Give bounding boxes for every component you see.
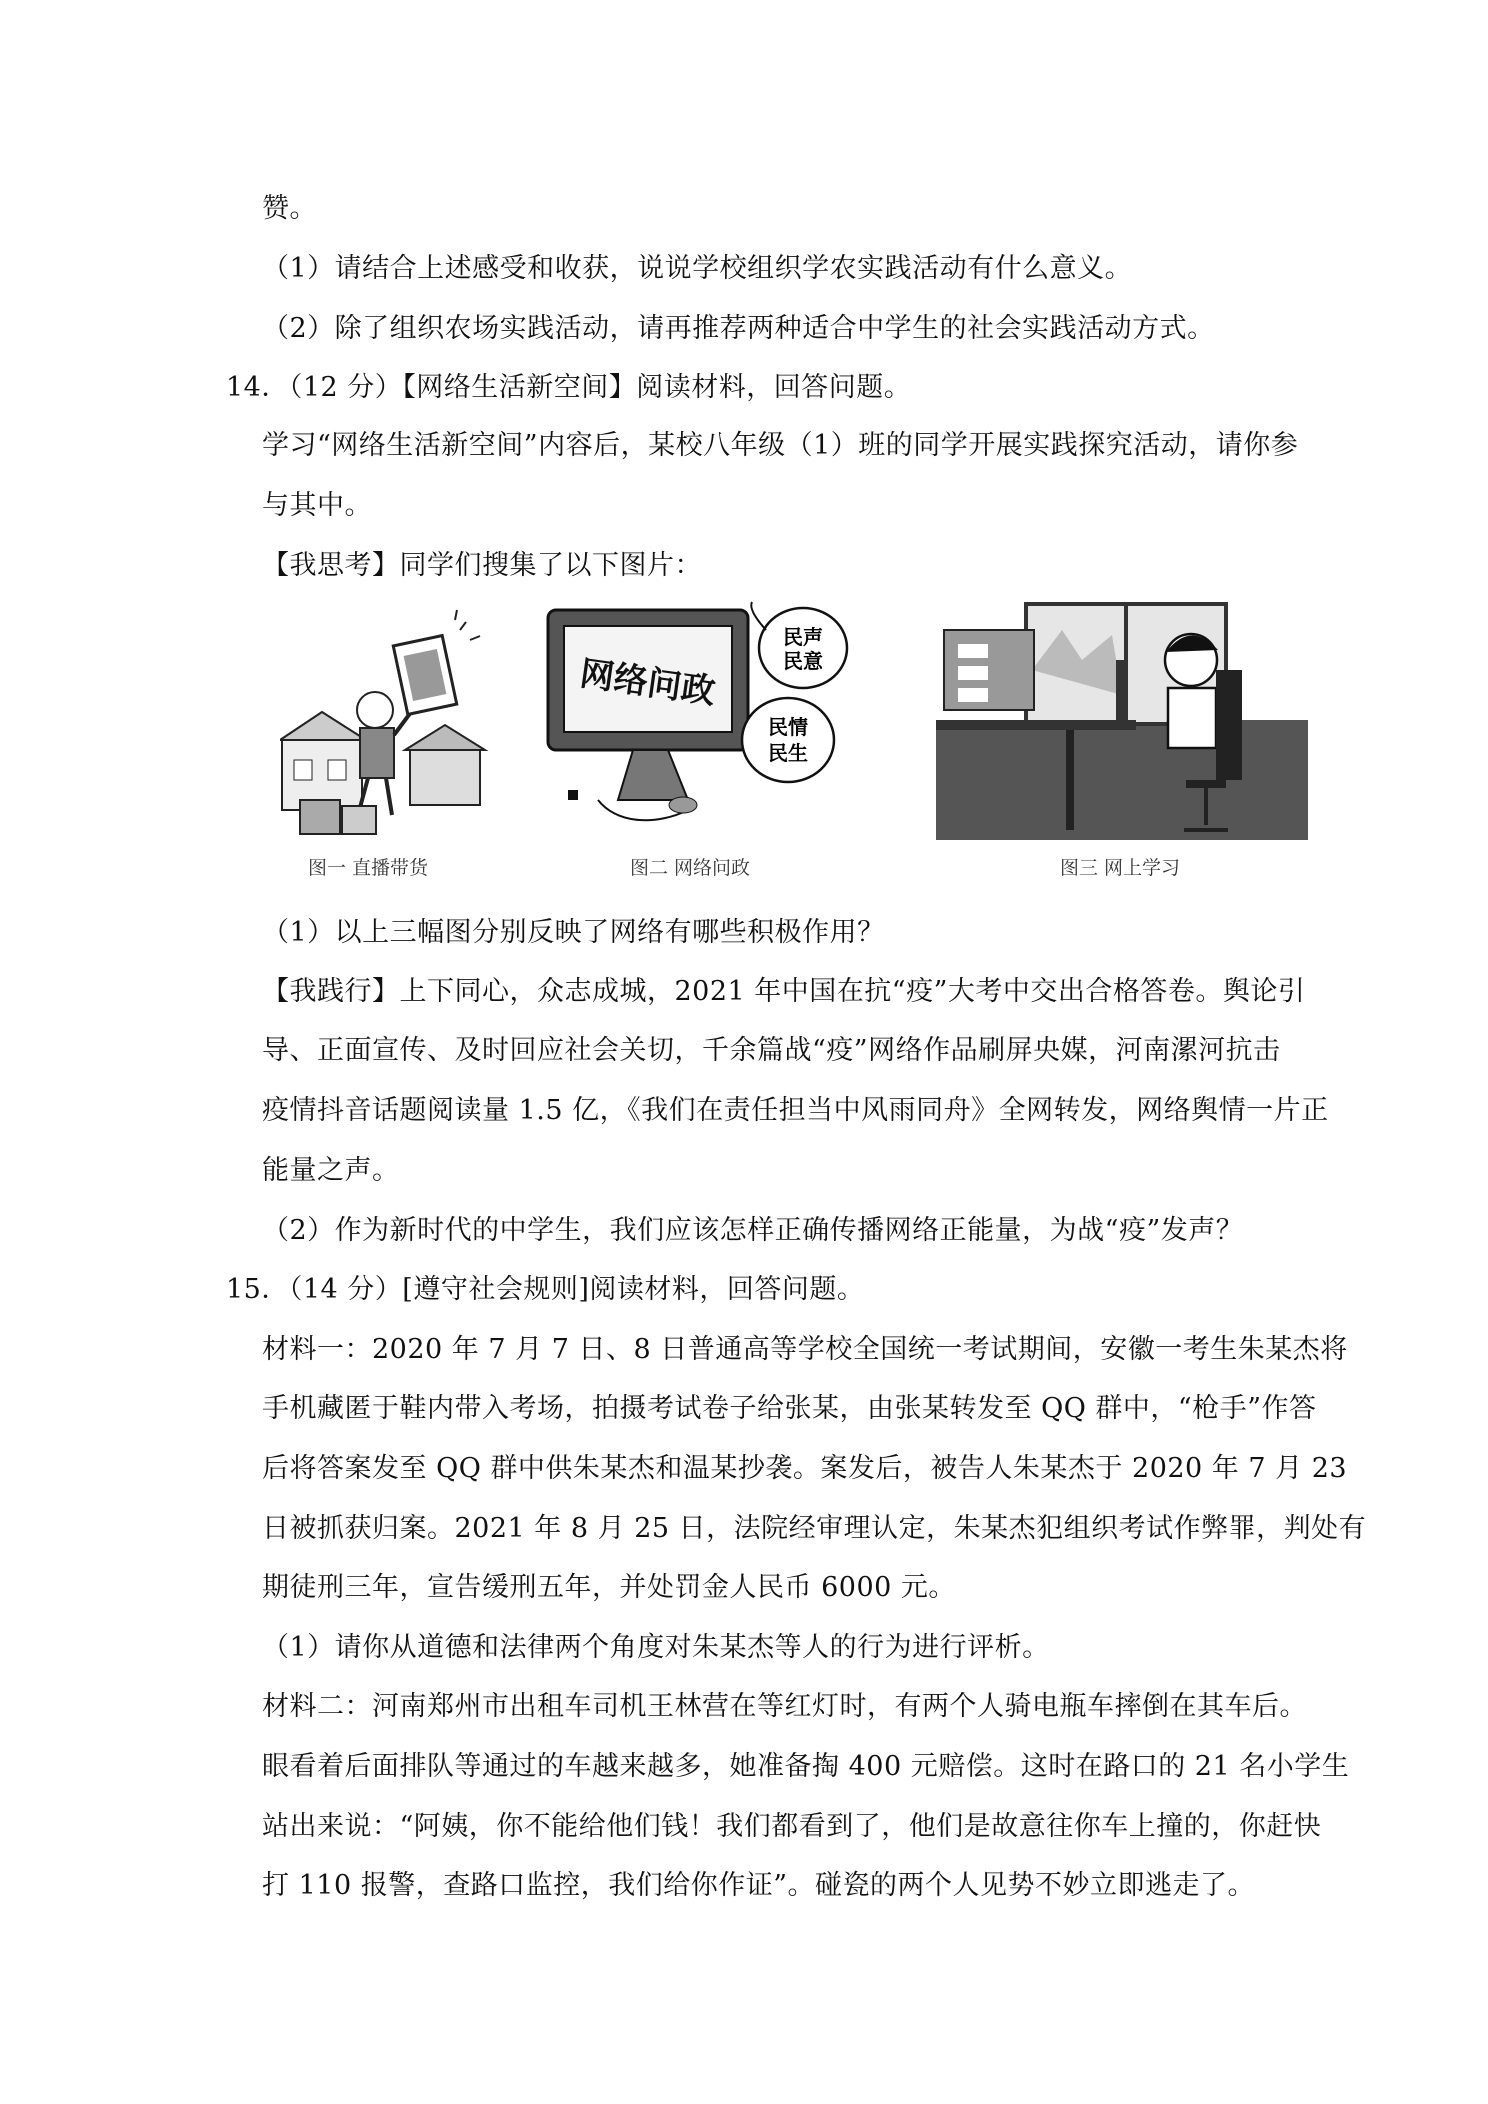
bubble1-line1: 民声	[783, 625, 823, 649]
text-line: 与其中。	[262, 490, 372, 521]
text-line: 手机藏匿于鞋内带入考场，拍摄考试卷子给张某，由张某转发至 QQ 群中，“枪手”作答	[262, 1393, 1317, 1424]
text-line: 赞。	[262, 193, 317, 224]
text-line: 日被抓获归案。2021 年 8 月 25 日，法院经审理认定，朱某杰犯组织考试作弊罪，判处有	[262, 1513, 1367, 1544]
question-14-heading: 14．（12 分）【网络生活新空间】阅读材料，回答问题。	[226, 372, 912, 403]
text-line: 导、正面宣传、及时回应社会关切，千余篇战“疫”网络作品刷屏央媒，河南漯河抗击	[262, 1035, 1281, 1066]
text-line: 站出来说：“阿姨，你不能给他们钱！我们都看到了，他们是故意往你车上撞的，你赶快	[262, 1811, 1322, 1842]
figure-1-live-streaming	[280, 600, 490, 879]
text-line: 眼看着后面排队等通过的车越来越多，她准备掏 400 元赔偿。这时在路口的 21 名小学生	[262, 1751, 1350, 1782]
question-13-1: （1）请结合上述感受和收获，说说学校组织学农实践活动有什么意义。	[262, 253, 1133, 284]
question-14-1: （1）以上三幅图分别反映了网络有哪些积极作用？	[262, 917, 885, 948]
bubble1-line2: 民意	[783, 649, 823, 673]
bubble2-line2: 民生	[768, 741, 808, 765]
online-governance-illustration	[538, 600, 868, 840]
bubble2-line1: 民情	[768, 715, 808, 739]
material-2: 材料二：河南郑州市出租车司机王林营在等红灯时，有两个人骑电瓶车摔倒在其车后。	[262, 1691, 1307, 1722]
section-wo-si-kao: 【我思考】同学们搜集了以下图片：	[262, 550, 702, 581]
text-line: 打 110 报警，查路口监控，我们给你作证”。碰瓷的两个人见势不妙立即逃走了。	[262, 1870, 1256, 1901]
figure-3-online-learning	[936, 600, 1308, 879]
question-15-1: （1）请你从道德和法律两个角度对朱某杰等人的行为进行评析。	[262, 1632, 1050, 1663]
figure-2-online-governance	[538, 600, 868, 879]
question-14-2: （2）作为新时代的中学生，我们应该怎样正确传播网络正能量，为战“疫”发声？	[262, 1215, 1244, 1246]
figure-1-caption: 图一 直播带货	[308, 857, 429, 879]
question-13-2: （2）除了组织农场实践活动，请再推荐两种适合中学生的社会实践活动方式。	[262, 313, 1215, 344]
material-1: 材料一：2020 年 7 月 7 日、8 日普通高等学校全国统一考试期间，安徽一考生朱某杰将	[262, 1334, 1348, 1365]
live-streaming-illustration	[280, 600, 490, 840]
text-line: 后将答案发至 QQ 群中供朱某杰和温某抄袭。案发后，被告人朱某杰于 2020 年 7 月 23	[262, 1453, 1348, 1484]
text-line: 期徒刑三年，宣告缓刑五年，并处罚金人民币 6000 元。	[262, 1572, 956, 1603]
text-line: 能量之声。	[262, 1155, 400, 1186]
figure-3-caption: 图三 网上学习	[1060, 857, 1181, 879]
text-line: 疫情抖音话题阅读量 1.5 亿，《我们在责任担当中风雨同舟》全网转发，网络舆情一片正	[262, 1095, 1329, 1126]
question-15-heading: 15．（14 分）[遵守社会规则]阅读材料，回答问题。	[226, 1274, 865, 1305]
screen-text: 网络问政	[577, 653, 718, 713]
figure-group	[280, 600, 1320, 890]
figure-2-caption: 图二 网络问政	[630, 857, 751, 879]
section-wo-jian-xing: 【我践行】上下同心，众志成城，2021 年中国在抗“疫”大考中交出合格答卷。舆论引	[262, 976, 1306, 1007]
online-learning-illustration	[936, 600, 1308, 840]
text-line: 学习“网络生活新空间”内容后，某校八年级（1）班的同学开展实践探究活动，请你参	[262, 430, 1299, 461]
